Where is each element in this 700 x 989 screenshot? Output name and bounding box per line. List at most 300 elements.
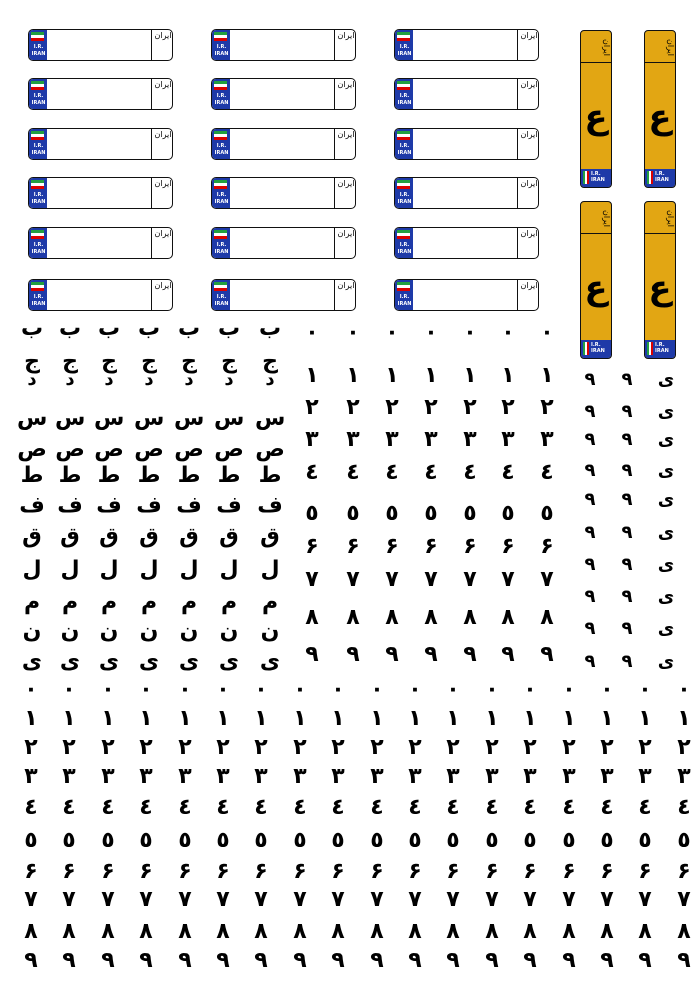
digit-glyph: ٤: [562, 795, 576, 820]
iran-flag-icon: [397, 131, 410, 140]
letter-glyph: ط: [258, 463, 282, 488]
plate-divider: [151, 30, 152, 60]
digit-glyph: ٢: [485, 735, 499, 760]
side-digit-glyph: ۹: [584, 554, 596, 575]
digit-glyph: ٤: [305, 460, 319, 485]
digit-glyph: ١: [463, 363, 477, 388]
letter-glyph: ف: [96, 493, 122, 518]
plate-label-ir: I.R.: [399, 44, 410, 50]
vertical-plate-letter: ع: [648, 97, 672, 137]
letter-glyph: ن: [60, 619, 80, 644]
digit-glyph: ٣: [523, 764, 537, 789]
plate-label-iran: IRAN: [214, 301, 229, 307]
digit-glyph: ٢: [446, 735, 460, 760]
digit-glyph: ٧: [424, 567, 438, 592]
digit-glyph: ۶: [331, 859, 345, 884]
plate-label-iran: IRAN: [397, 51, 412, 57]
digit-glyph: ٥: [540, 501, 554, 526]
digit-glyph: ٤: [408, 795, 422, 820]
letter-glyph: ی: [218, 649, 240, 674]
plate-label-ir: I.R.: [399, 294, 410, 300]
digit-glyph: ٣: [139, 764, 153, 789]
letter-glyph: ل: [179, 557, 199, 582]
digit-glyph: ١: [501, 363, 515, 388]
letter-glyph: ط: [217, 463, 241, 488]
digit-glyph: ٥: [178, 828, 192, 853]
digit-glyph: ٥: [485, 828, 499, 853]
digit-glyph: ٩: [638, 948, 652, 973]
side-letter-glyph: ی: [657, 460, 675, 481]
vertical-plate-letter: ع: [584, 97, 608, 137]
digit-glyph: ٥: [446, 828, 460, 853]
digit-glyph: ١: [424, 363, 438, 388]
license-plate: [394, 279, 539, 311]
digit-glyph: ۶: [254, 859, 268, 884]
digit-glyph: ٨: [178, 919, 192, 944]
digit-glyph: ٠: [139, 677, 153, 702]
plate-divider: [334, 280, 335, 310]
digit-glyph: ۶: [485, 859, 499, 884]
letter-glyph: ل: [219, 557, 239, 582]
plate-divider: [151, 280, 152, 310]
digit-glyph: ٣: [331, 764, 345, 789]
digit-glyph: ۶: [463, 534, 477, 559]
digit-glyph: ٤: [677, 795, 691, 820]
digit-glyph: ٣: [62, 764, 76, 789]
letter-glyph: ن: [179, 619, 199, 644]
digit-glyph: ٣: [463, 427, 477, 452]
digit-glyph: ٣: [501, 427, 515, 452]
side-digit-glyph: ۹: [584, 401, 596, 422]
side-letter-glyph: ی: [657, 522, 675, 543]
letter-glyph: ن: [260, 619, 280, 644]
plate-country-text: ایران: [154, 130, 172, 139]
iran-flag-icon: [214, 180, 227, 189]
side-letter-glyph: ی: [657, 369, 675, 390]
side-digit-glyph: ۹: [584, 522, 596, 543]
digit-glyph: ٠: [600, 677, 614, 702]
letter-glyph: ن: [22, 619, 42, 644]
digit-glyph: ١: [254, 706, 268, 731]
side-letter-glyph: ی: [657, 651, 675, 672]
digit-glyph: ٠: [62, 677, 76, 702]
plate-label-ir: I.R.: [399, 242, 410, 248]
digit-glyph: ٥: [346, 501, 360, 526]
letter-glyph: ص: [214, 437, 244, 462]
digit-glyph: ۶: [293, 859, 307, 884]
digit-glyph: ٩: [485, 948, 499, 973]
digit-glyph: ٧: [24, 887, 38, 912]
digit-glyph: ٩: [424, 642, 438, 667]
digit-glyph: ٠: [638, 677, 652, 702]
letter-glyph: ی: [138, 649, 160, 674]
digit-glyph: ۶: [216, 859, 230, 884]
plate-divider: [151, 129, 152, 159]
letter-glyph: ق: [99, 524, 119, 549]
letter-glyph: ص: [17, 437, 47, 462]
digit-glyph: ٠: [24, 677, 38, 702]
letter-glyph: س: [214, 406, 245, 431]
letter-glyph: ق: [22, 524, 42, 549]
digit-glyph: ١: [485, 706, 499, 731]
digit-glyph: ٧: [638, 887, 652, 912]
digit-glyph: ٣: [562, 764, 576, 789]
digit-glyph: ٨: [370, 919, 384, 944]
letter-glyph: ف: [57, 493, 83, 518]
digit-glyph: ٨: [523, 919, 537, 944]
digit-glyph: ٢: [331, 735, 345, 760]
vertical-plate: [580, 30, 612, 188]
digit-glyph: ۶: [677, 859, 691, 884]
digit-glyph: ۶: [638, 859, 652, 884]
digit-glyph: ٢: [562, 735, 576, 760]
digit-glyph: ۶: [540, 534, 554, 559]
plate-divider: [517, 178, 518, 208]
digit-glyph: ٥: [424, 501, 438, 526]
digit-glyph: ٢: [385, 395, 399, 420]
iran-flag-icon: [583, 171, 589, 184]
letter-glyph: ی: [59, 649, 81, 674]
digit-glyph: ٨: [485, 919, 499, 944]
digit-glyph: ٨: [139, 919, 153, 944]
plate-label-iran: IRAN: [397, 199, 412, 205]
digit-glyph: ٣: [254, 764, 268, 789]
digit-glyph: ٤: [424, 460, 438, 485]
plate-label-ir: I.R.: [33, 143, 44, 149]
plate-country-text: ایران: [337, 80, 355, 89]
plate-divider: [334, 228, 335, 258]
digit-glyph: ٤: [523, 795, 537, 820]
digit-glyph: ٣: [101, 764, 115, 789]
digit-glyph: ١: [600, 706, 614, 731]
digit-glyph: ٨: [562, 919, 576, 944]
vertical-plate-country: ایران: [645, 203, 675, 234]
plate-label-ir: I.R.: [216, 44, 227, 50]
digit-glyph: ٣: [424, 427, 438, 452]
plate-country-text: ایران: [520, 179, 538, 188]
digit-glyph: ۶: [101, 859, 115, 884]
letter-glyph: ف: [136, 493, 162, 518]
digit-glyph: ٥: [408, 828, 422, 853]
digit-glyph: ٩: [216, 948, 230, 973]
digit-glyph: ٥: [501, 501, 515, 526]
plate-country-text: ایران: [154, 80, 172, 89]
letter-glyph: ل: [60, 557, 80, 582]
iran-flag-icon: [31, 32, 44, 41]
digit-glyph: ٩: [293, 948, 307, 973]
digit-glyph: ٧: [178, 887, 192, 912]
iran-flag-icon: [31, 230, 44, 239]
digit-glyph: ٩: [370, 948, 384, 973]
digit-glyph: ٤: [346, 460, 360, 485]
digit-glyph: ٧: [562, 887, 576, 912]
letter-glyph: د: [65, 369, 75, 390]
digit-glyph: ٢: [501, 395, 515, 420]
letter-glyph: ج: [181, 349, 197, 374]
digit-glyph: ٨: [408, 919, 422, 944]
digit-glyph: ٢: [540, 395, 554, 420]
digit-glyph: ٩: [463, 642, 477, 667]
digit-glyph: ٠: [562, 677, 576, 702]
plate-country-text: ایران: [337, 281, 355, 290]
digit-glyph: ۶: [62, 859, 76, 884]
side-digit-glyph: ۹: [584, 586, 596, 607]
letter-glyph: م: [220, 590, 238, 615]
digit-glyph: ٩: [178, 948, 192, 973]
side-digit-glyph: ۹: [621, 489, 633, 510]
plate-label-iran: IRAN: [31, 150, 46, 156]
digit-glyph: ٣: [677, 764, 691, 789]
iran-flag-icon: [31, 81, 44, 90]
letter-glyph: ص: [94, 437, 124, 462]
digit-glyph: ٨: [501, 605, 515, 630]
side-digit-glyph: ۹: [621, 586, 633, 607]
digit-glyph: ٩: [24, 948, 38, 973]
digit-glyph: ٤: [370, 795, 384, 820]
vertical-plate-country: ایران: [581, 203, 611, 234]
plate-label-ir: I.R.: [216, 294, 227, 300]
plate-label-iran: IRAN: [214, 150, 229, 156]
letter-glyph: د: [224, 369, 234, 390]
digit-glyph: ٩: [408, 948, 422, 973]
letter-glyph: ص: [174, 437, 204, 462]
digit-glyph: ٠: [178, 677, 192, 702]
letter-glyph: ق: [260, 524, 280, 549]
iran-flag-icon: [647, 342, 653, 355]
digit-glyph: ٢: [139, 735, 153, 760]
letter-glyph: د: [27, 369, 37, 390]
vertical-plate-country: ایران: [645, 32, 675, 63]
digit-glyph: ٤: [638, 795, 652, 820]
digit-glyph: ١: [638, 706, 652, 731]
digit-glyph: ٨: [254, 919, 268, 944]
digit-glyph: ۶: [523, 859, 537, 884]
plate-divider: [517, 129, 518, 159]
letter-glyph: د: [265, 369, 275, 390]
digit-glyph: ٥: [638, 828, 652, 853]
digit-glyph: ٣: [24, 764, 38, 789]
digit-glyph: ٠: [523, 677, 537, 702]
iran-flag-icon: [397, 32, 410, 41]
plate-divider: [334, 79, 335, 109]
digit-glyph: ١: [523, 706, 537, 731]
iran-flag-icon: [214, 32, 227, 41]
iran-flag-icon: [647, 171, 653, 184]
digit-glyph: ٠: [501, 320, 515, 345]
plate-label-ir: I.R.: [33, 242, 44, 248]
plate-divider: [334, 178, 335, 208]
letter-glyph: س: [134, 406, 165, 431]
side-digit-glyph: ۹: [584, 429, 596, 450]
digit-glyph: ٢: [305, 395, 319, 420]
letter-glyph: ی: [178, 649, 200, 674]
digit-glyph: ٨: [385, 605, 399, 630]
digit-glyph: ٤: [216, 795, 230, 820]
digit-glyph: ٩: [523, 948, 537, 973]
digit-glyph: ٢: [346, 395, 360, 420]
digit-glyph: ٣: [600, 764, 614, 789]
plate-divider: [151, 228, 152, 258]
license-plate: [211, 279, 356, 311]
digit-glyph: ٥: [385, 501, 399, 526]
plate-label-ir: I.R.: [399, 192, 410, 198]
digit-glyph: ٧: [501, 567, 515, 592]
letter-glyph: ب: [217, 316, 241, 341]
side-digit-glyph: ۹: [584, 369, 596, 390]
digit-glyph: ٨: [24, 919, 38, 944]
digit-glyph: ٣: [385, 427, 399, 452]
letter-glyph: ب: [58, 316, 82, 341]
digit-glyph: ٨: [216, 919, 230, 944]
letter-glyph: ط: [97, 463, 121, 488]
side-letter-glyph: ی: [657, 586, 675, 607]
digit-glyph: ٠: [485, 677, 499, 702]
letter-glyph: د: [184, 369, 194, 390]
letter-glyph: ص: [55, 437, 85, 462]
digit-glyph: ٣: [370, 764, 384, 789]
digit-glyph: ۶: [562, 859, 576, 884]
letter-glyph: ب: [97, 316, 121, 341]
license-plate: [211, 29, 356, 61]
digit-glyph: ٤: [501, 460, 515, 485]
plate-label-iran: IRAN: [214, 51, 229, 57]
digit-glyph: ٠: [346, 320, 360, 345]
plate-label-ir: I.R.: [216, 192, 227, 198]
plate-divider: [517, 280, 518, 310]
digit-glyph: ٤: [446, 795, 460, 820]
letter-glyph: ص: [134, 437, 164, 462]
plate-label-iran: IRAN: [214, 249, 229, 255]
digit-glyph: ۶: [501, 534, 515, 559]
digit-glyph: ٨: [305, 605, 319, 630]
digit-glyph: ۶: [424, 534, 438, 559]
vertical-plate-label: I.R. IRAN: [591, 342, 605, 354]
letter-glyph: ج: [262, 349, 278, 374]
digit-glyph: ٤: [385, 460, 399, 485]
letter-glyph: ق: [60, 524, 80, 549]
letter-glyph: س: [17, 406, 48, 431]
letter-glyph: ج: [141, 349, 157, 374]
digit-glyph: ٠: [463, 320, 477, 345]
iran-flag-icon: [31, 131, 44, 140]
license-plate: [394, 177, 539, 209]
letter-glyph: ق: [219, 524, 239, 549]
vertical-plate: [644, 30, 676, 188]
digit-glyph: ٧: [370, 887, 384, 912]
digit-glyph: ٩: [254, 948, 268, 973]
license-plate: [211, 128, 356, 160]
plate-label-ir: I.R.: [216, 143, 227, 149]
digit-glyph: ٥: [254, 828, 268, 853]
iran-flag-icon: [31, 180, 44, 189]
digit-glyph: ٨: [540, 605, 554, 630]
letter-glyph: د: [104, 369, 114, 390]
plate-divider: [517, 30, 518, 60]
letter-glyph: ل: [260, 557, 280, 582]
digit-glyph: ٣: [178, 764, 192, 789]
digit-glyph: ٢: [600, 735, 614, 760]
iran-flag-icon: [214, 282, 227, 291]
digit-glyph: ٨: [638, 919, 652, 944]
plate-country-text: ایران: [154, 31, 172, 40]
letter-glyph: ن: [219, 619, 239, 644]
digit-glyph: ٤: [293, 795, 307, 820]
vertical-plate: [580, 201, 612, 359]
digit-glyph: ٢: [62, 735, 76, 760]
letter-glyph: ن: [99, 619, 119, 644]
digit-glyph: ٧: [254, 887, 268, 912]
letter-glyph: ج: [24, 349, 40, 374]
letter-glyph: م: [100, 590, 118, 615]
letter-glyph: ن: [139, 619, 159, 644]
vertical-plate-country: ایران: [581, 32, 611, 63]
digit-glyph: ٢: [463, 395, 477, 420]
digit-glyph: ٨: [424, 605, 438, 630]
letter-glyph: ص: [255, 437, 285, 462]
digit-glyph: ١: [385, 363, 399, 388]
digit-glyph: ۶: [385, 534, 399, 559]
digit-glyph: ٥: [463, 501, 477, 526]
plate-label-iran: IRAN: [31, 100, 46, 106]
digit-glyph: ١: [370, 706, 384, 731]
digit-glyph: ٧: [523, 887, 537, 912]
letter-glyph: م: [61, 590, 79, 615]
digit-glyph: ٥: [677, 828, 691, 853]
letter-glyph: م: [180, 590, 198, 615]
plate-label-iran: IRAN: [31, 249, 46, 255]
digit-glyph: ٩: [385, 642, 399, 667]
digit-glyph: ٩: [346, 642, 360, 667]
digit-glyph: ۶: [178, 859, 192, 884]
digit-glyph: ٨: [346, 605, 360, 630]
digit-glyph: ٠: [293, 677, 307, 702]
license-plate: [211, 78, 356, 110]
letter-glyph: ج: [62, 349, 78, 374]
plate-label-iran: IRAN: [214, 199, 229, 205]
digit-glyph: ٧: [139, 887, 153, 912]
digit-glyph: ١: [408, 706, 422, 731]
letter-glyph: ط: [137, 463, 161, 488]
digit-glyph: ١: [677, 706, 691, 731]
vertical-plate: [644, 201, 676, 359]
side-digit-glyph: ۹: [621, 522, 633, 543]
digit-glyph: ٠: [305, 320, 319, 345]
plate-country-text: ایران: [520, 80, 538, 89]
plate-country-text: ایران: [520, 31, 538, 40]
letter-glyph: ط: [177, 463, 201, 488]
letter-glyph: ف: [216, 493, 242, 518]
letter-glyph: س: [255, 406, 286, 431]
digit-glyph: ١: [139, 706, 153, 731]
digit-glyph: ٩: [305, 642, 319, 667]
digit-glyph: ١: [24, 706, 38, 731]
digit-glyph: ٠: [331, 677, 345, 702]
digit-glyph: ٩: [540, 642, 554, 667]
digit-glyph: ٠: [254, 677, 268, 702]
license-plate: [394, 29, 539, 61]
side-letter-glyph: ی: [657, 489, 675, 510]
plate-label-ir: I.R.: [33, 294, 44, 300]
digit-glyph: ٠: [677, 677, 691, 702]
digit-glyph: ٢: [101, 735, 115, 760]
digit-glyph: ٩: [600, 948, 614, 973]
plate-divider: [517, 79, 518, 109]
plate-country-text: ایران: [154, 229, 172, 238]
letter-glyph: ف: [19, 493, 45, 518]
digit-glyph: ۶: [139, 859, 153, 884]
letter-glyph: س: [94, 406, 125, 431]
digit-glyph: ٨: [331, 919, 345, 944]
